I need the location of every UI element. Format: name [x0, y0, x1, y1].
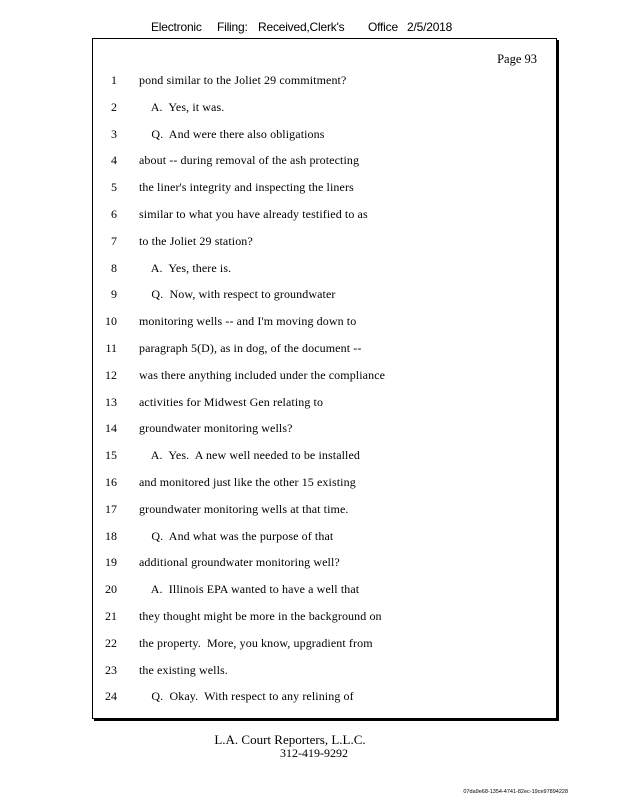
transcript-line: [93, 126, 556, 142]
line-number: 6: [111, 207, 117, 221]
filing-header-office: Office: [368, 20, 398, 34]
line-number: 20: [105, 582, 117, 597]
transcript-line: [93, 394, 556, 410]
footer-phone: 312-419-9292: [280, 746, 348, 760]
transcript-line: [93, 152, 556, 168]
line-text: Q. And were there also obligations: [139, 126, 325, 141]
transcript-line: [93, 286, 556, 302]
line-text: Q. Now, with respect to groundwater: [139, 287, 336, 302]
transcript-page: [92, 38, 557, 719]
line-text: they thought might be more in the background on: [139, 609, 382, 623]
transcript-line: [93, 233, 556, 249]
line-number: 4: [111, 153, 117, 168]
transcript-line: [93, 340, 556, 356]
line-text: A. Yes, there is.: [139, 260, 232, 275]
page-number: Page 93: [497, 52, 537, 66]
line-text: the existing wells.: [139, 662, 228, 677]
line-text: the liner's integrity and inspecting the liners: [139, 180, 354, 195]
line-text: monitoring wells -- and I'm moving down to: [139, 314, 357, 329]
line-number: 23: [105, 662, 117, 677]
line-number: 11: [105, 341, 117, 355]
filing-header-filing: Filing:: [217, 20, 248, 34]
line-number: 2: [111, 99, 117, 114]
line-number: 1: [111, 73, 117, 87]
line-number: 13: [105, 394, 117, 409]
line-number: 5: [111, 180, 117, 195]
filing-header-received: Received,Clerk's: [258, 20, 345, 34]
line-text: groundwater monitoring wells at that time.: [139, 501, 349, 516]
line-number: 9: [111, 287, 117, 302]
line-text: was there anything included under the compliance: [139, 367, 386, 382]
line-number: 24: [105, 689, 117, 704]
transcript-line: [93, 501, 556, 517]
line-text: additional groundwater monitoring well?: [139, 555, 340, 570]
line-number: 17: [105, 501, 117, 516]
transcript-line: [93, 662, 556, 678]
filing-header-electronic: Electronic: [151, 20, 202, 34]
line-text: and monitored just like the other 15 existing: [139, 475, 356, 489]
line-text: Q. Okay. With respect to any relining of: [139, 689, 354, 704]
footer-reporter: L.A. Court Reporters, L.L.C.: [214, 732, 366, 747]
transcript-line: [93, 99, 556, 115]
line-text: similar to what you have already testified to as: [139, 207, 368, 221]
line-number: 16: [105, 475, 117, 489]
line-number: 15: [105, 448, 117, 463]
transcript-line: [93, 554, 556, 570]
line-number: 12: [105, 367, 117, 382]
line-text: about -- during removal of the ash protecting: [139, 153, 360, 168]
line-number: 22: [105, 635, 117, 650]
line-text: groundwater monitoring wells?: [139, 421, 293, 436]
transcript-line: [93, 635, 556, 651]
line-text: pond similar to the Joliet 29 commitment?: [139, 73, 347, 87]
filing-header: [0, 20, 618, 36]
line-text: paragraph 5(D), as in dog, of the document --: [139, 341, 362, 355]
line-text: A. Illinois EPA wanted to have a well that: [139, 582, 360, 597]
line-number: 18: [105, 528, 117, 543]
line-text: Q. And what was the purpose of that: [139, 528, 334, 543]
filing-header-date: 2/5/2018: [407, 20, 453, 34]
transcript-line: [93, 528, 556, 544]
transcript-line: [93, 260, 556, 276]
document-id: 07da9e68-1354-4741-82ec-19ce97894228: [463, 789, 568, 795]
line-number: 7: [111, 233, 117, 248]
transcript-line: [93, 367, 556, 383]
transcript-line: [93, 474, 556, 490]
line-text: A. Yes, it was.: [139, 99, 225, 114]
line-number: 19: [105, 555, 117, 570]
line-text: activities for Midwest Gen relating to: [139, 394, 324, 409]
transcript-line: [93, 179, 556, 195]
transcript-line: [93, 447, 556, 463]
line-text: A. Yes. A new well needed to be installed: [139, 448, 361, 463]
line-number: 14: [105, 421, 117, 436]
line-text: to the Joliet 29 station?: [139, 233, 253, 248]
line-number: 10: [105, 314, 117, 329]
transcript-line: [93, 313, 556, 329]
line-number: 8: [111, 260, 117, 275]
transcript-line: [93, 581, 556, 597]
line-text: the property. More, you know, upgradient from: [139, 635, 373, 650]
transcript-line: [93, 206, 556, 222]
line-number: 3: [111, 126, 117, 141]
transcript-line: [93, 72, 556, 88]
transcript-line: [93, 420, 556, 436]
line-number: 21: [105, 609, 117, 623]
transcript-line: [93, 688, 556, 704]
transcript-line: [93, 608, 556, 624]
